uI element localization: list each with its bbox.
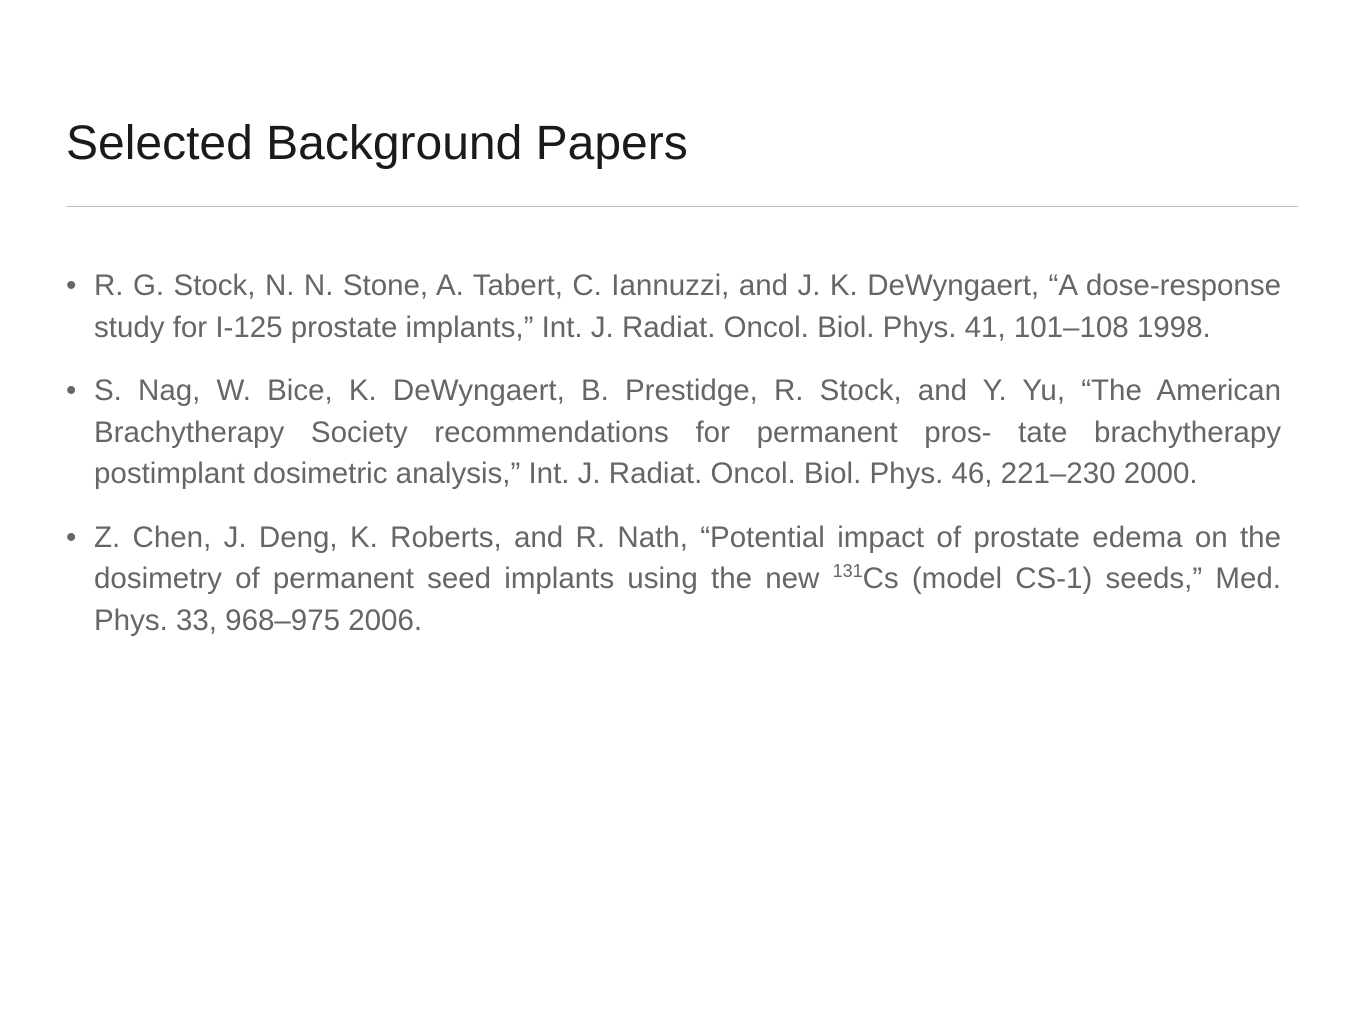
reference-item: [66, 265, 1281, 348]
reference-list: [66, 265, 1281, 663]
reference-item: [66, 370, 1281, 495]
bullet-icon: •: [66, 520, 77, 554]
bullet-icon: •: [66, 374, 77, 407]
title-divider: [66, 206, 1298, 207]
reference-item: [66, 517, 1281, 642]
reference-text-start: Z. Chen, J. Deng, K. Roberts, and R. Nath, “Potential impact of prostate edema on the dosimetry of permanent seed implants using the new: [94, 520, 1281, 595]
slide-title: Selected Background Papers: [66, 117, 688, 170]
bullet-icon: •: [66, 269, 77, 302]
reference-text: R. G. Stock, N. N. Stone, A. Tabert, C. Iannuzzi, and J. K. DeWyngaert, “A dose-response study for I-125 prostate implants,” Int. J. Radiat. Oncol. Biol. Phys. 41, 101–108 1998.: [94, 269, 1281, 344]
isotope-mass-number: 131: [832, 561, 863, 582]
reference-text-end: Cs (model CS-1) seeds,” Med. Phys. 33, 968–975 2006.: [94, 562, 1281, 637]
reference-text: S. Nag, W. Bice, K. DeWyngaert, B. Prestidge, R. Stock, and Y. Yu, “The American Brachytherapy Society recommendations for permanent pros- tate brachytherapy postimplant dosimetric analysis,” Int. J. Radiat. Oncol. Biol. Phys. 46, 221–230 2000.: [94, 374, 1281, 490]
